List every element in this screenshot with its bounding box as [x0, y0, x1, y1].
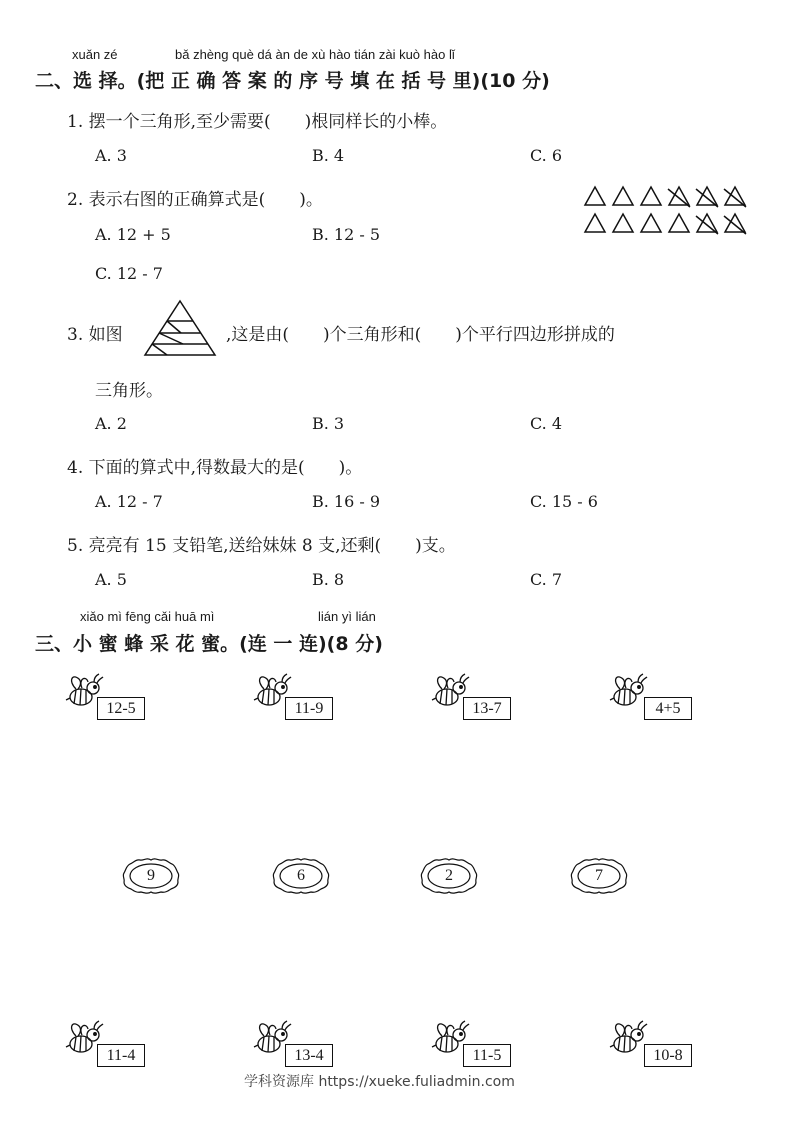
- bottom-bee-expression-3: 11-5: [463, 1044, 511, 1067]
- q1-option-c: C. 6: [530, 146, 563, 165]
- triangle-icon: [725, 214, 745, 232]
- q4-option-a: A. 12 - 7: [95, 492, 163, 511]
- question-4: 4. 下面的算式中,得数最大的是( )。: [67, 458, 363, 478]
- triangle-figure: [143, 299, 217, 357]
- triangle-icon: [641, 187, 661, 205]
- section3-pinyin-2: lián yì lián: [318, 609, 376, 624]
- triangle-icon: [669, 214, 689, 232]
- flower-2: [272, 858, 330, 894]
- top-bee-expression-3: 13-7: [463, 697, 511, 720]
- q5-option-c: C. 7: [530, 570, 563, 589]
- footer-watermark: 学科资源库 https://xueke.fuliadmin.com: [244, 1074, 515, 1090]
- bottom-bee-expression-4: 10-8: [644, 1044, 692, 1067]
- question-3-line2: 三角形。: [95, 381, 163, 401]
- question-2: 2. 表示右图的正确算式是( )。: [67, 190, 323, 210]
- q1-option-a: A. 3: [95, 146, 127, 165]
- bee-icon: [608, 671, 648, 711]
- q2-option-b: B. 12 - 5: [312, 225, 381, 244]
- q4-option-c: C. 15 - 6: [530, 492, 598, 511]
- q2-option-a: A. 12 + 5: [95, 225, 171, 244]
- q5-option-b: B. 8: [312, 570, 345, 589]
- triangle-icon: [697, 214, 717, 232]
- q4-option-b: B. 16 - 9: [312, 492, 381, 511]
- section2-pinyin-1: xuǎn zé: [72, 47, 118, 62]
- triangle-icon: [613, 187, 633, 205]
- question-5: 5. 亮亮有 15 支铅笔,送给妹妹 8 支,还剩( )支。: [67, 536, 456, 556]
- triangles-figure: [582, 181, 757, 237]
- top-bee-expression-4: 4+5: [644, 697, 692, 720]
- q2-option-c: C. 12 - 7: [95, 264, 163, 283]
- triangle-icon: [641, 214, 661, 232]
- q3-option-c: C. 4: [530, 414, 563, 433]
- flower-4: [570, 858, 628, 894]
- question-1: 1. 摆一个三角形,至少需要( )根同样长的小棒。: [67, 112, 448, 132]
- q3-option-b: B. 3: [312, 414, 345, 433]
- flower-3: [420, 858, 478, 894]
- top-bee-expression-1: 12-5: [97, 697, 145, 720]
- q3-option-a: A. 2: [95, 414, 127, 433]
- question-3: ,这是由( )个三角形和( )个平行四边形拼成的: [226, 325, 615, 345]
- triangle-icon: [613, 214, 633, 232]
- q1-option-b: B. 4: [312, 146, 345, 165]
- bottom-bee-expression-1: 11-4: [97, 1044, 145, 1067]
- triangle-icon: [725, 187, 745, 205]
- section3-heading: 三、小 蜜 蜂 采 花 蜜。(连 一 连)(8 分): [35, 633, 383, 655]
- flower-value-1: 9: [147, 867, 155, 884]
- question-3-prefix: 3. 如图: [67, 325, 123, 345]
- section2-pinyin-2: bǎ zhèng què dá àn de xù hào tián zài kuò hào lǐ: [175, 47, 455, 62]
- bottom-bee-expression-2: 13-4: [285, 1044, 333, 1067]
- flower-1: [122, 858, 180, 894]
- triangle-icon: [585, 214, 605, 232]
- flower-value-4: 7: [595, 867, 603, 884]
- q5-option-a: A. 5: [95, 570, 127, 589]
- triangle-icon: [697, 187, 717, 205]
- triangle-icon: [585, 187, 605, 205]
- triangle-icon: [669, 187, 689, 205]
- flower-value-2: 6: [297, 867, 305, 884]
- bee-icon: [608, 1018, 648, 1058]
- section2-heading: 二、选 择。(把 正 确 答 案 的 序 号 填 在 括 号 里)(10 分): [35, 70, 550, 92]
- section3-pinyin-1: xiǎo mì fēng cǎi huā mì: [80, 609, 215, 624]
- top-bee-expression-2: 11-9: [285, 697, 333, 720]
- flower-value-3: 2: [445, 867, 453, 884]
